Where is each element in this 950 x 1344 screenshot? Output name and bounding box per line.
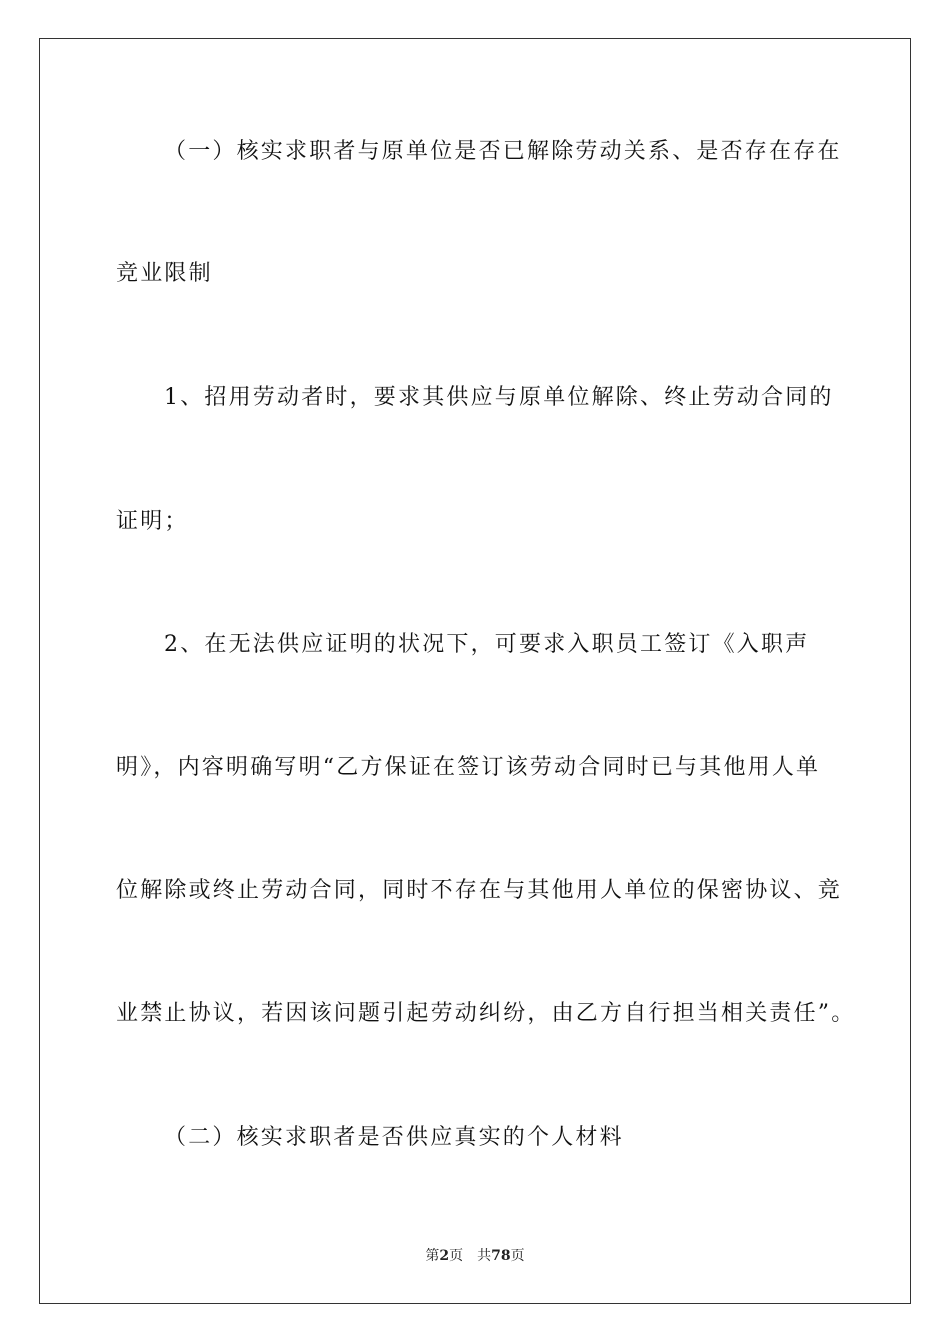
page-footer bbox=[0, 1247, 950, 1265]
page-border bbox=[39, 38, 911, 1304]
paragraph-line: 2、在无法供应证明的状况下，可要求入职员工签订《入职声 bbox=[164, 632, 810, 657]
paragraph-line: 竞业限制 bbox=[116, 261, 213, 286]
paragraph-line: 明》，内容明确写明“乙方保证在签订该劳动合同时已与其他用人单 bbox=[116, 755, 821, 780]
paragraph-line: 业禁止协议，若因该问题引起劳动纠纷，由乙方自行担当相关责任”。 bbox=[116, 1001, 856, 1026]
page-prefix: 第 bbox=[425, 1248, 440, 1264]
total-pages: 78 bbox=[491, 1248, 511, 1264]
page-suffix: 页 bbox=[449, 1248, 464, 1264]
total-prefix: 共 bbox=[477, 1248, 492, 1264]
page-number: 2 bbox=[439, 1248, 450, 1264]
paragraph-line: 1、招用劳动者时，要求其供应与原单位解除、终止劳动合同的 bbox=[164, 385, 834, 410]
paragraph-line: 位解除或终止劳动合同，同时不存在与其他用人单位的保密协议、竞 bbox=[116, 878, 843, 903]
paragraph-line: （一）核实求职者与原单位是否已解除劳动关系、是否存在存在 bbox=[164, 139, 842, 164]
total-suffix: 页 bbox=[510, 1248, 525, 1264]
paragraph-line: 证明； bbox=[116, 509, 189, 534]
paragraph-line: （二）核实求职者是否供应真实的个人材料 bbox=[164, 1125, 624, 1150]
